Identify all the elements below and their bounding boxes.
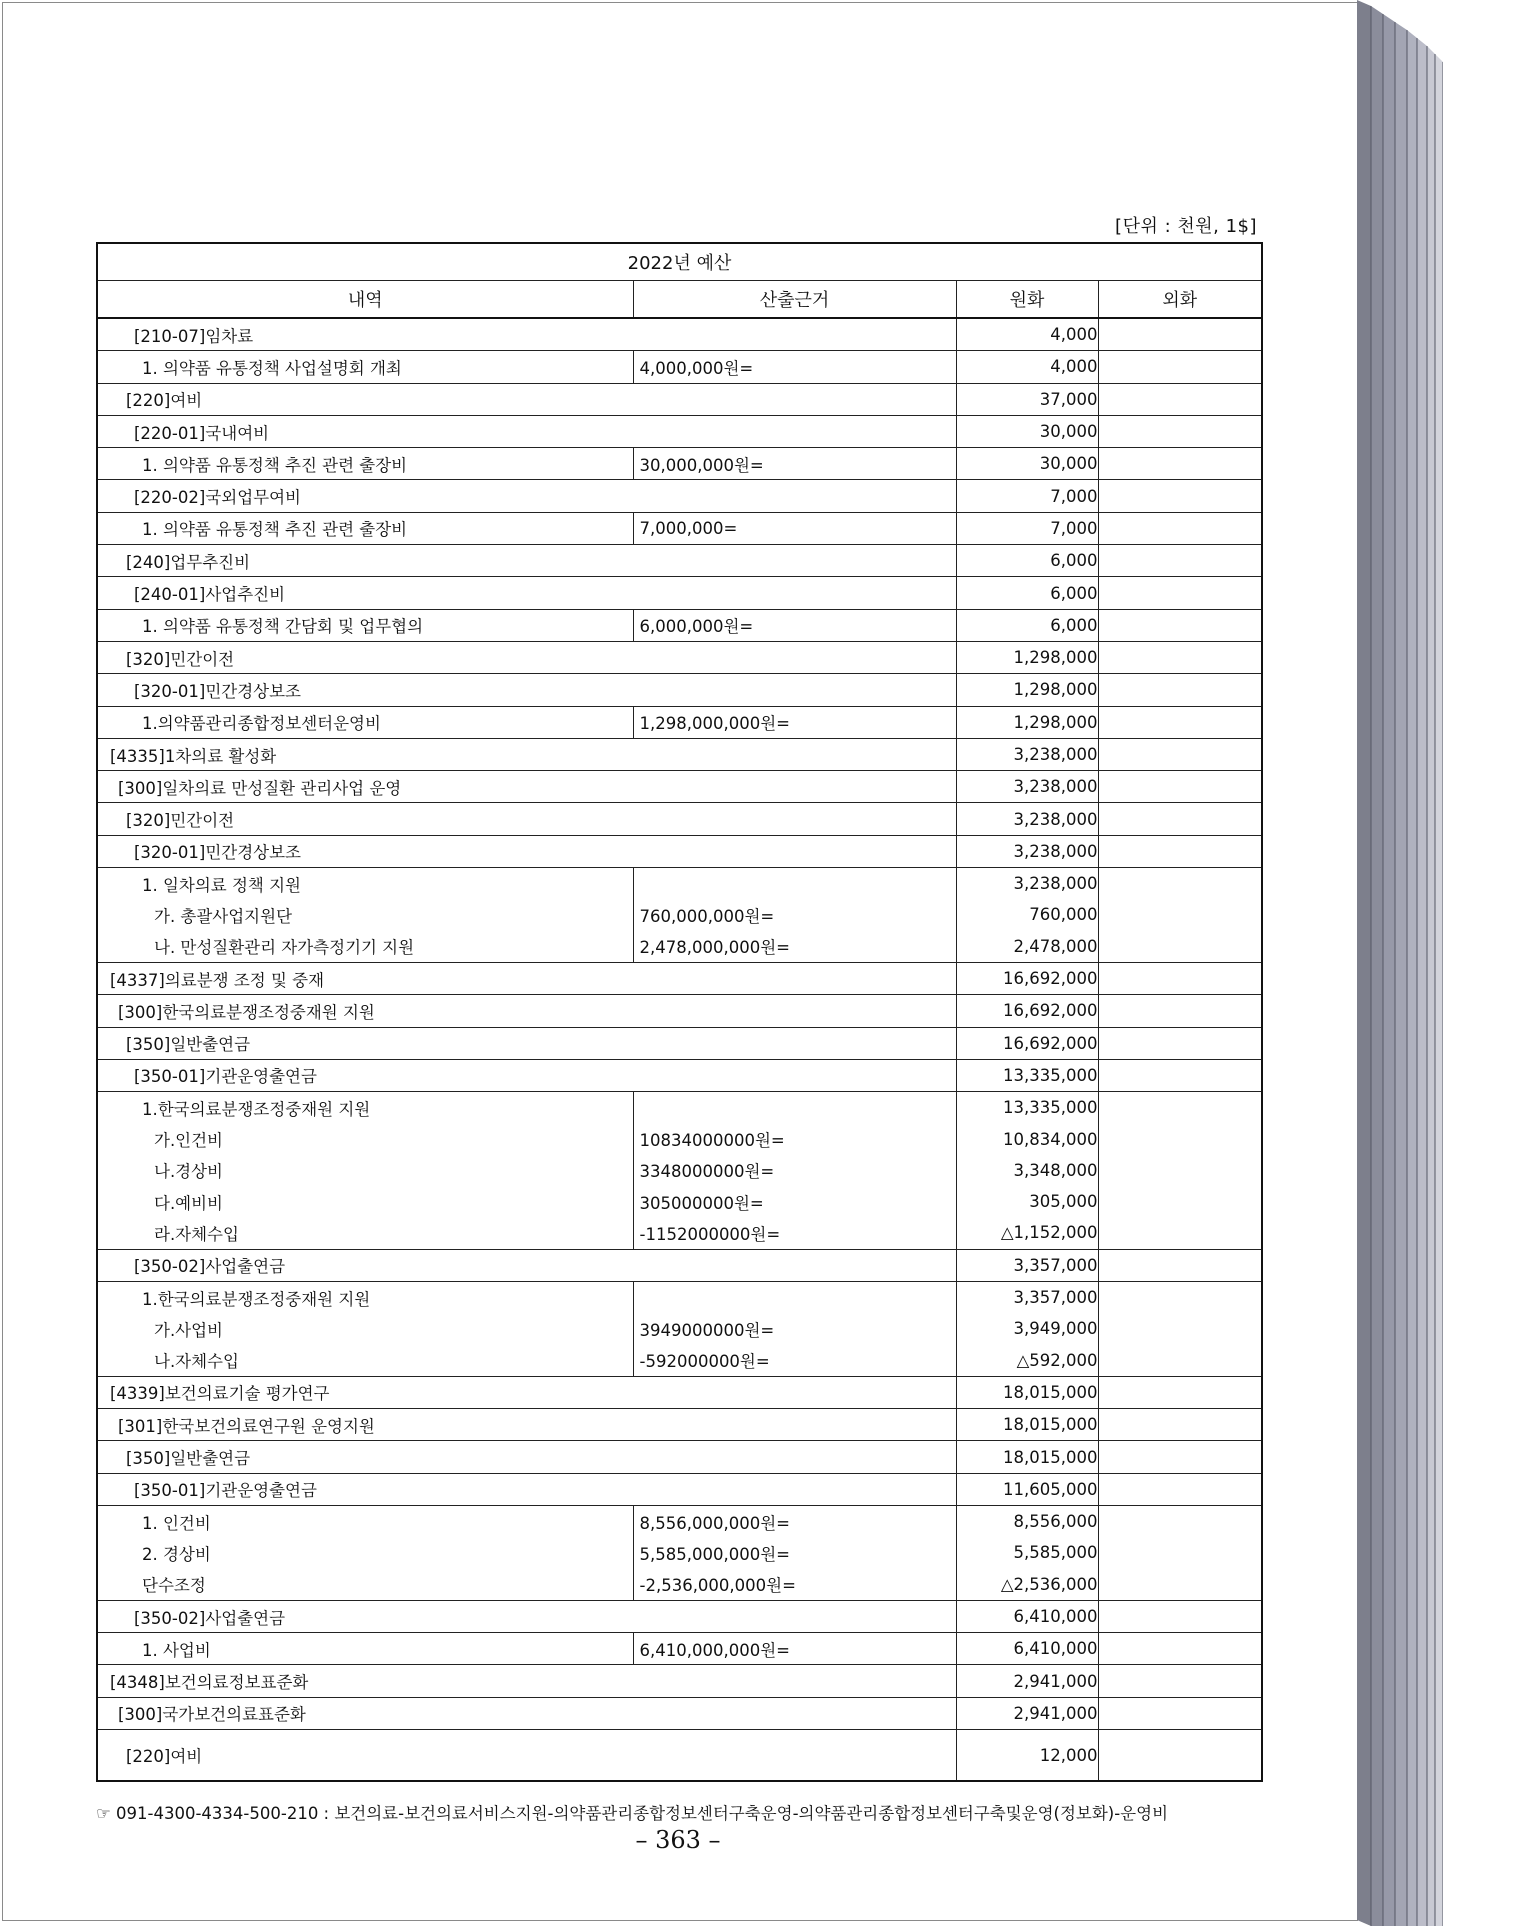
table-row: [97, 577, 1262, 609]
row-foreign: [1098, 512, 1262, 544]
row-item: [350]일반출연금: [97, 1027, 956, 1059]
row-krw: 37,000: [956, 383, 1098, 415]
row-foreign: [1098, 738, 1262, 770]
row-item: 단수조정: [97, 1569, 633, 1601]
row-item: [350]일반출연금: [97, 1441, 956, 1473]
row-item: [350-02]사업출연금: [97, 1600, 956, 1632]
table-row: [97, 1092, 1262, 1124]
row-basis: [633, 1281, 956, 1313]
table-row: [97, 641, 1262, 673]
row-foreign: [1098, 803, 1262, 835]
table-row: [97, 803, 1262, 835]
row-foreign: [1098, 351, 1262, 383]
table-row: [97, 1345, 1262, 1377]
row-krw: 10,834,000: [956, 1123, 1098, 1154]
page-number: – 363 –: [635, 1826, 721, 1854]
row-item: 가.인건비: [97, 1123, 633, 1154]
row-item: 2. 경상비: [97, 1537, 633, 1568]
row-krw: 7,000: [956, 512, 1098, 544]
row-item: 1. 의약품 유통정책 간담회 및 업무협의: [97, 609, 633, 641]
row-foreign: [1098, 1059, 1262, 1091]
table-row: [97, 962, 1262, 994]
row-basis: 2,478,000,000원=: [633, 931, 956, 963]
row-krw: 6,410,000: [956, 1633, 1098, 1665]
row-krw: 3,238,000: [956, 835, 1098, 867]
row-item: 1. 사업비: [97, 1633, 633, 1665]
row-krw: 3,238,000: [956, 771, 1098, 803]
row-foreign: [1098, 383, 1262, 415]
row-krw: 1,298,000: [956, 641, 1098, 673]
row-krw: 2,941,000: [956, 1665, 1098, 1697]
row-foreign: [1098, 1217, 1262, 1249]
row-krw: △592,000: [956, 1345, 1098, 1377]
row-krw: 2,941,000: [956, 1697, 1098, 1729]
row-basis: [633, 1092, 956, 1124]
header-krw: 원화: [956, 281, 1098, 319]
row-basis: 7,000,000=: [633, 512, 956, 544]
row-basis: 3949000000원=: [633, 1313, 956, 1344]
row-item: 나.자체수입: [97, 1345, 633, 1377]
header-foreign: 외화: [1098, 281, 1262, 319]
row-foreign: [1098, 1441, 1262, 1473]
table-row: [97, 899, 1262, 930]
row-item: [350-01]기관운영출연금: [97, 1473, 956, 1505]
table-row: [97, 1505, 1262, 1537]
table-row: [97, 1217, 1262, 1249]
row-krw: 4,000: [956, 351, 1098, 383]
row-item: [240-01]사업추진비: [97, 577, 956, 609]
row-basis: 760,000,000원=: [633, 899, 956, 930]
row-foreign: [1098, 1123, 1262, 1154]
row-foreign: [1098, 1537, 1262, 1568]
header-basis: 산출근거: [633, 281, 956, 319]
row-foreign: [1098, 931, 1262, 963]
row-foreign: [1098, 1409, 1262, 1441]
row-item: [4337]의료분쟁 조정 및 중재: [97, 962, 956, 994]
row-foreign: [1098, 480, 1262, 512]
table-row: [97, 383, 1262, 415]
row-krw: 3,238,000: [956, 868, 1098, 900]
row-krw: 16,692,000: [956, 962, 1098, 994]
row-foreign: [1098, 1505, 1262, 1537]
row-krw: 4,000: [956, 318, 1098, 351]
row-foreign: [1098, 1473, 1262, 1505]
table-row: [97, 868, 1262, 900]
table-row: [97, 545, 1262, 577]
table-row: [97, 318, 1262, 351]
row-foreign: [1098, 1027, 1262, 1059]
row-krw: 3,357,000: [956, 1281, 1098, 1313]
row-foreign: [1098, 835, 1262, 867]
row-krw: 3,357,000: [956, 1249, 1098, 1281]
row-foreign: [1098, 609, 1262, 641]
row-item: [300]일차의료 만성질환 관리사업 운영: [97, 771, 956, 803]
table-row: [97, 835, 1262, 867]
header-item: 내역: [97, 281, 633, 319]
row-krw: 6,000: [956, 609, 1098, 641]
row-foreign: [1098, 1155, 1262, 1186]
table-row: [97, 415, 1262, 447]
row-item: [300]국가보건의료표준화: [97, 1697, 956, 1729]
row-foreign: [1098, 1313, 1262, 1344]
row-item: [4348]보건의료정보표준화: [97, 1665, 956, 1697]
row-foreign: [1098, 448, 1262, 480]
table-row: [97, 738, 1262, 770]
row-item: 나.경상비: [97, 1155, 633, 1186]
row-krw: 305,000: [956, 1186, 1098, 1217]
row-basis: [633, 868, 956, 900]
row-item: 1. 인건비: [97, 1505, 633, 1537]
row-item: [220]여비: [97, 383, 956, 415]
row-krw: 13,335,000: [956, 1092, 1098, 1124]
table-row: [97, 1186, 1262, 1217]
row-foreign: [1098, 771, 1262, 803]
row-krw: 1,298,000: [956, 674, 1098, 706]
table-row: [97, 1249, 1262, 1281]
row-foreign: [1098, 415, 1262, 447]
row-item: [320-01]민간경상보조: [97, 835, 956, 867]
row-foreign: [1098, 868, 1262, 900]
table-row: [97, 1537, 1262, 1568]
table-row: [97, 1281, 1262, 1313]
row-item: [240]업무추진비: [97, 545, 956, 577]
row-basis: 305000000원=: [633, 1186, 956, 1217]
table-row: [97, 512, 1262, 544]
row-krw: 16,692,000: [956, 995, 1098, 1027]
row-foreign: [1098, 1697, 1262, 1729]
row-basis: 10834000000원=: [633, 1123, 956, 1154]
table-row: [97, 1376, 1262, 1408]
row-krw: 3,949,000: [956, 1313, 1098, 1344]
row-item: 라.자체수입: [97, 1217, 633, 1249]
page-stack-edge: [1357, 0, 1534, 1926]
row-item: 1. 의약품 유통정책 사업설명회 개최: [97, 351, 633, 383]
budget-table: [96, 242, 1263, 1782]
row-krw: 18,015,000: [956, 1376, 1098, 1408]
row-item: 1.의약품관리종합정보센터운영비: [97, 706, 633, 738]
row-krw: 3,238,000: [956, 803, 1098, 835]
row-krw: 13,335,000: [956, 1059, 1098, 1091]
row-foreign: [1098, 1730, 1262, 1782]
table-row: [97, 1633, 1262, 1665]
row-basis: 1,298,000,000원=: [633, 706, 956, 738]
row-foreign: [1098, 899, 1262, 930]
table-row: [97, 480, 1262, 512]
row-item: [220-01]국내여비: [97, 415, 956, 447]
row-basis: -1152000000원=: [633, 1217, 956, 1249]
row-krw: 16,692,000: [956, 1027, 1098, 1059]
row-foreign: [1098, 1345, 1262, 1377]
table-row: [97, 1697, 1262, 1729]
row-krw: 18,015,000: [956, 1409, 1098, 1441]
row-basis: -592000000원=: [633, 1345, 956, 1377]
row-item: [210-07]임차료: [97, 318, 956, 351]
row-krw: 6,410,000: [956, 1600, 1098, 1632]
table-row: [97, 448, 1262, 480]
row-foreign: [1098, 962, 1262, 994]
row-foreign: [1098, 1569, 1262, 1601]
footnote: ☞ 091-4300-4334-500-210 : 보건의료-보건의료서비스지원-의약품관리종합정보센터구축운영-의약품관리종합정보센터구축및운영(정보화)-운영비: [96, 1804, 1169, 1823]
table-title: 2022년 예산: [97, 243, 1262, 281]
row-foreign: [1098, 1600, 1262, 1632]
table-body: [97, 318, 1262, 1781]
row-foreign: [1098, 545, 1262, 577]
table-row: [97, 1473, 1262, 1505]
table-row: [97, 1600, 1262, 1632]
row-krw: 760,000: [956, 899, 1098, 930]
table-row: [97, 1059, 1262, 1091]
row-item: 1. 의약품 유통정책 추진 관련 출장비: [97, 448, 633, 480]
row-item: [320]민간이전: [97, 641, 956, 673]
row-krw: 6,000: [956, 577, 1098, 609]
row-item: [220-02]국외업무여비: [97, 480, 956, 512]
table-row: [97, 1441, 1262, 1473]
table-row: [97, 351, 1262, 383]
table-row: [97, 1569, 1262, 1601]
row-krw: △1,152,000: [956, 1217, 1098, 1249]
row-item: [4339]보건의료기술 평가연구: [97, 1376, 956, 1408]
row-foreign: [1098, 318, 1262, 351]
row-item: 다.예비비: [97, 1186, 633, 1217]
row-foreign: [1098, 1281, 1262, 1313]
row-item: 1. 일차의료 정책 지원: [97, 868, 633, 900]
row-item: [220]여비: [97, 1730, 956, 1782]
row-item: [301]한국보건의료연구원 운영지원: [97, 1409, 956, 1441]
row-krw: 12,000: [956, 1730, 1098, 1782]
row-basis: 5,585,000,000원=: [633, 1537, 956, 1568]
row-krw: 1,298,000: [956, 706, 1098, 738]
row-basis: 8,556,000,000원=: [633, 1505, 956, 1537]
row-foreign: [1098, 1092, 1262, 1124]
row-foreign: [1098, 706, 1262, 738]
row-item: 1.한국의료분쟁조정중재원 지원: [97, 1281, 633, 1313]
table-row: [97, 995, 1262, 1027]
table-row: [97, 1155, 1262, 1186]
row-item: [320]민간이전: [97, 803, 956, 835]
row-item: [300]한국의료분쟁조정중재원 지원: [97, 995, 956, 1027]
row-foreign: [1098, 577, 1262, 609]
row-item: [350-01]기관운영출연금: [97, 1059, 956, 1091]
row-krw: 3,238,000: [956, 738, 1098, 770]
table-row: [97, 1027, 1262, 1059]
row-item: 1.한국의료분쟁조정중재원 지원: [97, 1092, 633, 1124]
row-basis: 4,000,000원=: [633, 351, 956, 383]
row-krw: 6,000: [956, 545, 1098, 577]
row-item: 가.사업비: [97, 1313, 633, 1344]
row-krw: 8,556,000: [956, 1505, 1098, 1537]
row-basis: 30,000,000원=: [633, 448, 956, 480]
row-item: 1. 의약품 유통정책 추진 관련 출장비: [97, 512, 633, 544]
row-basis: 6,410,000,000원=: [633, 1633, 956, 1665]
unit-label: [단위 : 천원, 1$]: [1115, 216, 1257, 237]
row-item: 가. 총괄사업지원단: [97, 899, 633, 930]
row-krw: 30,000: [956, 415, 1098, 447]
table-row: [97, 706, 1262, 738]
row-krw: 2,478,000: [956, 931, 1098, 963]
row-foreign: [1098, 995, 1262, 1027]
row-basis: -2,536,000,000원=: [633, 1569, 956, 1601]
row-foreign: [1098, 1376, 1262, 1408]
table-row: [97, 1730, 1262, 1782]
row-item: [320-01]민간경상보조: [97, 674, 956, 706]
row-foreign: [1098, 1186, 1262, 1217]
row-krw: 30,000: [956, 448, 1098, 480]
row-basis: 6,000,000원=: [633, 609, 956, 641]
row-item: [350-02]사업출연금: [97, 1249, 956, 1281]
row-krw: 11,605,000: [956, 1473, 1098, 1505]
table-row: [97, 1409, 1262, 1441]
row-foreign: [1098, 1633, 1262, 1665]
row-krw: △2,536,000: [956, 1569, 1098, 1601]
table-row: [97, 1665, 1262, 1697]
table-row: [97, 1313, 1262, 1344]
table-row: [97, 674, 1262, 706]
row-foreign: [1098, 674, 1262, 706]
table-row: [97, 609, 1262, 641]
table-row: [97, 931, 1262, 963]
row-item: 나. 만성질환관리 자가측정기기 지원: [97, 931, 633, 963]
table-row: [97, 1123, 1262, 1154]
row-krw: 7,000: [956, 480, 1098, 512]
row-foreign: [1098, 641, 1262, 673]
row-basis: 3348000000원=: [633, 1155, 956, 1186]
row-foreign: [1098, 1665, 1262, 1697]
row-krw: 5,585,000: [956, 1537, 1098, 1568]
row-foreign: [1098, 1249, 1262, 1281]
row-item: [4335]1차의료 활성화: [97, 738, 956, 770]
row-krw: 18,015,000: [956, 1441, 1098, 1473]
row-krw: 3,348,000: [956, 1155, 1098, 1186]
table-row: [97, 771, 1262, 803]
